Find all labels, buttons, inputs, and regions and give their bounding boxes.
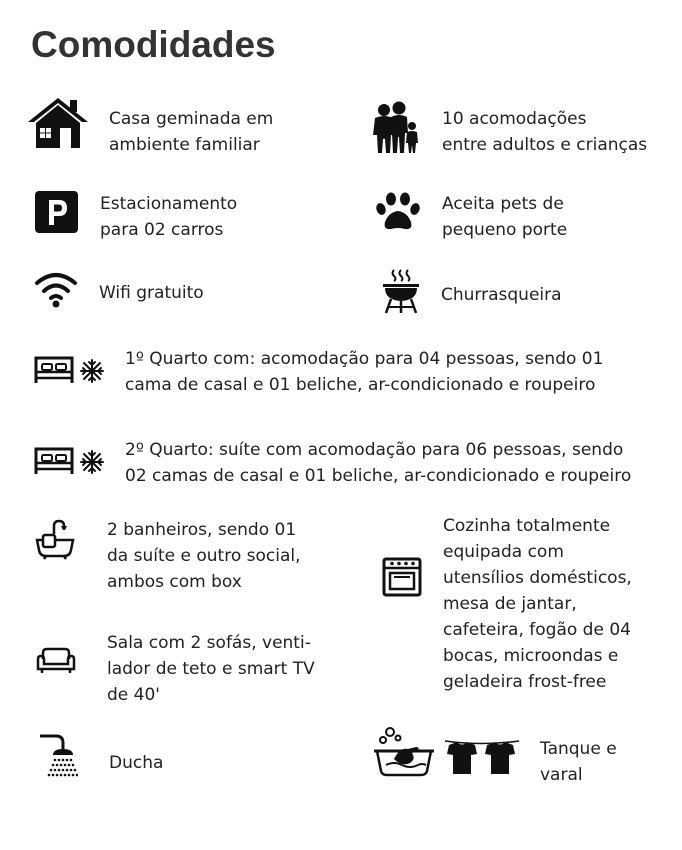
house-icon	[26, 96, 90, 150]
washtub-icon	[372, 725, 436, 777]
snowflake-icon	[80, 450, 104, 474]
amenity-kitchen-text: Cozinha totalmente equipada com utensílios domésticos, mesa de jantar, cafeteira, fogão de 04 bocas, microondas e geladeira frost-free	[443, 516, 632, 692]
wifi-icon	[34, 270, 78, 308]
oven-icon	[382, 557, 422, 597]
paw-icon	[376, 192, 420, 232]
amenity-bbq-text: Churrasqueira	[441, 285, 562, 305]
amenity-wifi-text: Wifi gratuito	[99, 283, 204, 303]
page-title: Comodidades	[31, 24, 276, 65]
bathtub-icon	[34, 518, 76, 560]
amenity-family-text: 10 acomodações entre adultos e crianças	[442, 109, 648, 155]
amenity-room-2-text: 2º Quarto: suíte com acomodação para 06 pessoas, sendo 02 camas de casal e 01 beliche, ar-condicionado e roupeiro	[125, 440, 632, 486]
amenity-parking-text: Estacionamento para 02 carros	[100, 194, 238, 240]
snowflake-icon	[80, 359, 104, 383]
shower-icon	[38, 733, 78, 781]
parking-icon	[35, 191, 78, 233]
amenity-house-text: Casa geminada em ambiente familiar	[109, 109, 274, 155]
amenity-laundry-text: Tanque e varal	[540, 739, 617, 785]
amenity-living-room-text: Sala com 2 sofás, venti- lador de teto e smart TV de 40'	[107, 633, 315, 705]
amenity-shower-text: Ducha	[109, 753, 164, 773]
family-icon	[372, 101, 422, 155]
amenity-pets-text: Aceita pets de pequeno porte	[442, 194, 568, 240]
amenity-bathrooms-text: 2 banheiros, sendo 01 da suíte e outro social, ambos com box	[107, 520, 301, 592]
clothesline-icon	[444, 737, 520, 777]
bed-icon	[33, 355, 75, 385]
bed-icon	[33, 446, 75, 476]
sofa-icon	[36, 647, 76, 675]
grill-icon	[381, 268, 421, 314]
amenity-room-1-text: 1º Quarto com: acomodação para 04 pessoas, sendo 01 cama de casal e 01 beliche, ar-condicionado e roupeiro	[125, 349, 604, 395]
